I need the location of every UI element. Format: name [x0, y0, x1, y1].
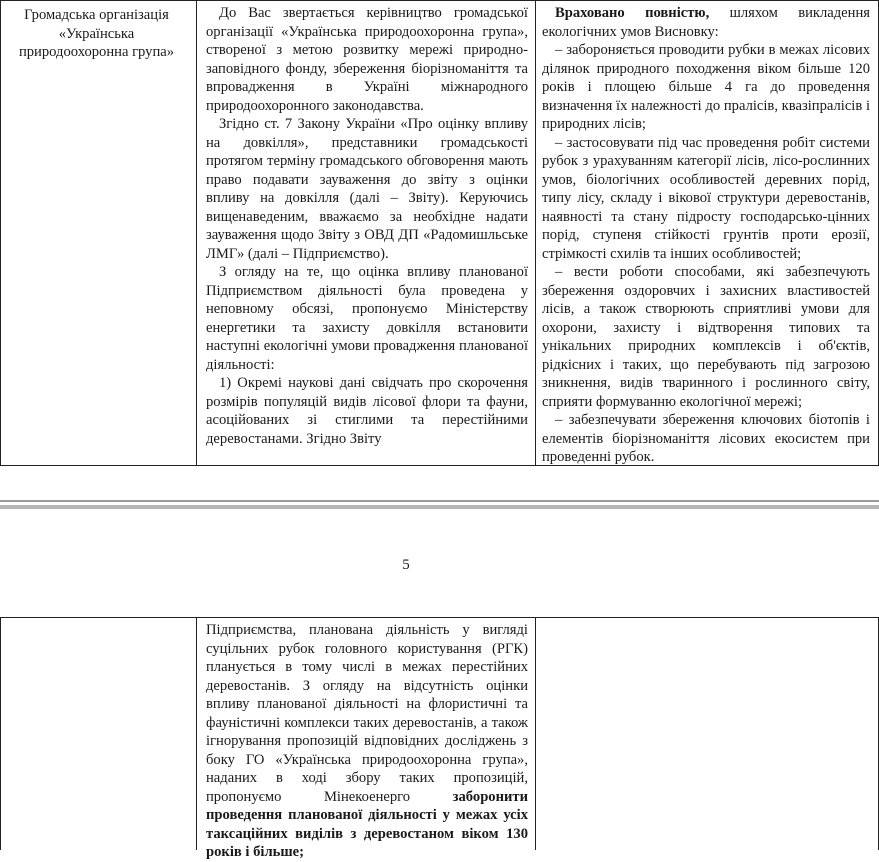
remarks-text: Підприємства, планована діяльність у вигляді суцільних рубок головного користування (РГК) планується в тому числі в межах перестійних деревостанів. З огляду на відсутність оцінки впливу планованої діяльності на флористичні та фауністичні комплекси таких деревостанів, а також ігнорування пропозицій відповідних досліджень з боку ГО «Українська природоохоронна група», наданих в ході збору таких пропозицій, пропонуємо Мінекоенерго: [206, 622, 528, 805]
organization-name-line: «Українська: [58, 25, 135, 42]
page-separator: [0, 500, 879, 502]
remarks-paragraph: 1) Окремі наукові дані свідчать про скорочення розмірів популяцій видів лісової флори та фауни, асоційованих зі стиглими та перестійними деревостанами. Згідно Звіту: [206, 375, 528, 447]
remarks-paragraph: [206, 621, 528, 862]
column-divider-1: [196, 0, 197, 466]
response-paragraph: – застосовувати під час проведення робіт системи рубок з урахуванням категорії лісів, лісо-рослинних умов, біологічних особливостей деревних порід, типу лісу, складу і вікової структури деревостанів, наявності та стану підросту господарсько-цінних порід, ступеня стійкості грунтів проти ерозії, стрімкості схилів та інших особливостей;: [542, 134, 870, 262]
remarks-proposal: заборонити проведення планованої діяльності у межах усіх таксаційних виділів з деревостаном віком 130 років і більше;: [206, 788, 528, 860]
table-left-border: [0, 0, 1, 466]
column-divider-2: [535, 617, 536, 850]
response-text: шляхом викладення екологічних умов Висновку:: [542, 5, 870, 40]
table-top-border: [0, 0, 879, 1]
remarks-continued-cell: [206, 621, 528, 862]
column-divider-1: [196, 617, 197, 850]
page-number: 5: [402, 557, 410, 573]
page-separator: [0, 505, 879, 509]
table-left-border: [0, 617, 1, 850]
remarks-paragraph: Згідно ст. 7 Закону України «Про оцінку впливу на довкілля», представники громадськості протягом терміну громадського обговорення мають право подавати зауваження до звіту з оцінки впливу на довкілля (далі – Звіту). Керуючись вищенаведеним, вважаємо за необхідне надати зауваження щодо Звіту з ОВД ДП «Радомишльське ЛМГ» (далі – Підприємство).: [206, 116, 528, 262]
response-paragraph: – забезпечувати збереження ключових біотопів і елементів біорізноманіття лісових екосистем при проведенні рубок.: [542, 412, 870, 465]
response-paragraph: – забороняється проводити рубки в межах лісових ділянок природного походження віком більше 120 років і площею більше 4 га до проведення визначення їх належності до пралісів, квазіпралісів і природних лісів;: [542, 42, 870, 132]
organization-name-line: природоохоронна група»: [18, 44, 175, 60]
remarks-cell: [206, 4, 528, 448]
remarks-paragraph: До Вас звертається керівництво громадської організації «Українська природоохоронна група», створеної з метою розвитку мережі природно-заповідного фонду, збереження біорізноманіття та впровадження в Україні міжнародного природоохоронного законодавства.: [206, 5, 528, 114]
organization-name-line: Громадська організація: [24, 7, 169, 23]
organization-name-cell: [4, 6, 189, 62]
response-paragraph: [542, 4, 870, 41]
table-top-border: [0, 617, 879, 618]
remarks-paragraph: З огляду на те, що оцінка впливу планованої Підприємством діяльності була проведена у неповному обсязі, пропонуємо Міністерству енергетики та захисту довкілля встановити наступні екологічні умови провадження планованої діяльності:: [206, 264, 528, 373]
response-paragraph: – вести роботи способами, які забезпечують збереження оздоровчих і захисних властивостей лісів, а також створюють сприятливі умови для охорони, захисту і відтворення типових та унікальних природних комплексів і об'єктів, рідкісних і таких, що перебувають під загрозою зникнення, видів тваринного і рослинного світу, сприяти формуванню екологічної мережі;: [542, 264, 870, 410]
response-cell: [542, 4, 870, 467]
response-status: Враховано повністю,: [555, 5, 710, 21]
column-divider-2: [535, 0, 536, 466]
